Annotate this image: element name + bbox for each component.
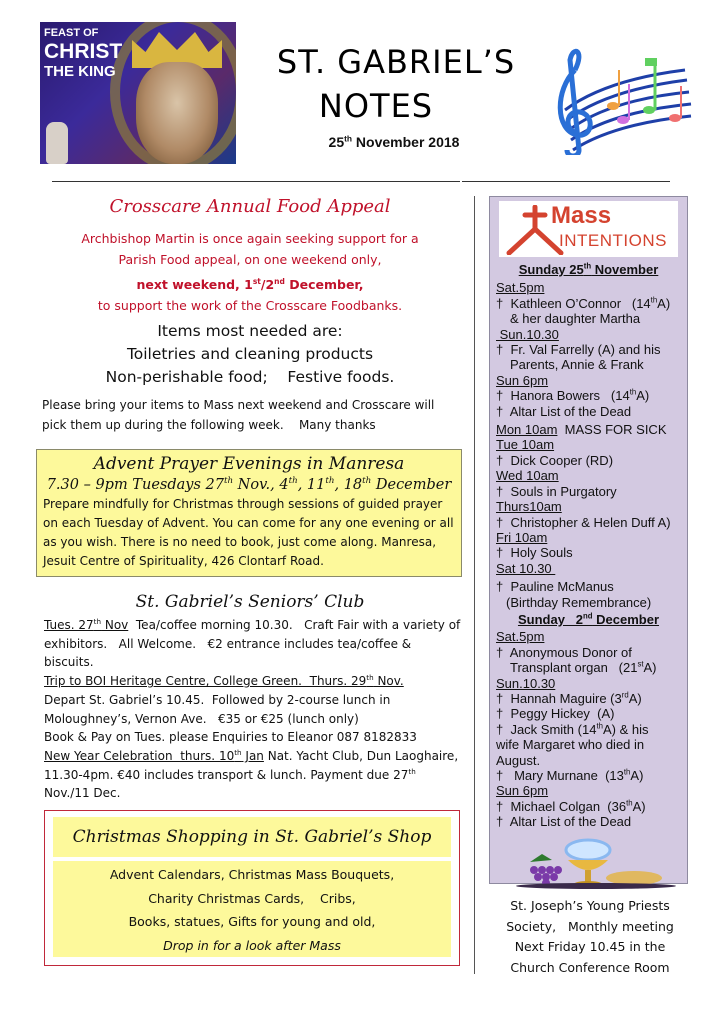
times-s1: th [223,476,234,487]
issue-date [276,134,512,150]
sunday2-sup: nd [583,611,593,621]
intention-michael [496,799,681,814]
tea-date-b: Nov [101,618,129,632]
header-divider-right [462,181,670,182]
time-tue-10am: Tue 10am [496,437,555,453]
times-s2: th [288,476,298,487]
jack-a: † Jack Smith (14 [496,721,597,737]
michael-a: † Michael Colgan (36 [496,798,627,814]
time-sun-1030: Sun.10.30 [496,326,559,342]
joseph-line-1: St. Joseph’s Young Priests [510,898,670,913]
column-divider [474,196,475,974]
items-line-2: Toiletries and cleaning products [126,345,374,363]
joseph-line-2: Society, Monthly meeting [506,918,674,934]
intention-jack-2: wife Margaret who died in August. [496,737,645,768]
date-day: 25 [328,134,345,150]
items-line-3: Non-perishable food; Festive foods. [105,368,395,386]
crosscare-heading: Crosscare Annual Food Appeal [109,196,391,217]
shop-heading: Christmas Shopping in St. Gabriel’s Shop [53,817,451,857]
intention-mary [496,768,681,783]
newyear-details-b: Nov./11 Dec. [44,786,121,801]
mass-intentions-logo [499,201,678,257]
trip-details: Depart St. Gabriel’s 10.45. Followed by 2-course lunch in Moloughney’s, Vernon Ave. €35 or €25 (lunch only) [44,692,395,726]
newyear-details-a: Nat. Yacht Club, Dun Laoghaire, 11.30-4pm. €40 includes transport & lunch. Payment due 27 [44,748,459,782]
hannah-b: A) [628,690,642,706]
date-rest: November 2018 [352,134,460,150]
christ-the-king-image [40,22,236,164]
title-line-1: ST. GABRIEL’S [276,43,516,81]
joseph-line-3: Next Friday 10.45 in the [514,939,666,954]
intention-pauline: † Pauline McManus [496,579,614,595]
shop-line-4: Drop in for a look after Mass [163,937,341,953]
sunday-25-heading [496,262,681,277]
please-line-2: pick them up during the following week. Many thanks [42,418,376,432]
time-mon-10am: Mon 10am [496,422,558,438]
intention-kathleen [496,296,681,311]
tea-date [44,618,128,632]
mary-b: A) [630,768,644,783]
crosscare-please [38,395,462,435]
intention-val-2: Parents, Annie & Frank [510,357,644,373]
newyear-details-sup: th [408,766,416,776]
tea-date-sup: th [93,617,102,626]
time-sun-6pm-2: Sun 6pm [496,783,549,799]
mary-sup: th [623,767,631,777]
tea-details: Tea/coffee morning 10.30. Craft Fair with a variety of exhibitors. All Welcome. €2 entrance includes tea/coffee & biscuits. [44,618,465,670]
dates-sup-2: nd [274,276,285,286]
crosscare-line-2: Parish Food appeal, on one weekend only, [118,252,382,267]
times-c: , 11 [297,477,326,493]
image-text-feast-of: FEAST OF [44,27,99,39]
title-line-2: NOTES [318,87,434,125]
trip-title-a: Trip to BOI Heritage Centre, College Green. Thurs. 29 [44,674,367,689]
image-text-christ: CHRIST [44,40,123,63]
time-thurs-10am: Thurs10am [496,499,562,515]
jack-b: A) & his [602,721,649,737]
advent-heading: Advent Prayer Evenings in Manresa [93,454,405,474]
intention-peggy: † Peggy Hickey (A) [496,706,615,722]
shop-line-2: Charity Christmas Cards, Cribs, [148,890,356,906]
time-fri-10am: Fri 10am [496,529,548,545]
image-text-the-king: THE KING [44,63,116,80]
time-sun-1030-2: Sun.10.30 [496,675,556,691]
advent-times [43,475,455,495]
intention-hanora [496,388,681,403]
joseph-line-4: Church Conference Room [510,959,670,975]
hanora-b: A) [636,388,650,404]
intention-val: † Fr. Val Farrelly (A) and his [496,342,661,358]
jack-sup: th [596,721,603,731]
times-s4: th [362,476,372,487]
time-sat-5pm: Sat.5pm [496,280,545,296]
time-wed-10am: Wed 10am [496,468,559,484]
trip-title-sup: th [366,673,374,683]
times-d: , 18 [334,477,363,493]
intention-anonymous-2 [496,660,681,675]
kathleen-a: † Kathleen O’Connor (14 [496,295,651,311]
time-sat-5pm-2: Sat.5pm [496,629,545,645]
crosscare-line-1: Archbishop Martin is once again seeking support for a [81,231,419,246]
anon-a: Transplant organ (21 [510,660,638,676]
mary-a: † Mary Murnane (13 [496,768,624,783]
newyear-title-b: Jan [241,748,264,763]
sunday-2-heading [496,612,681,627]
shop-body [53,861,451,957]
sunday1-a: Sunday 25 [518,262,584,277]
newyear-title-a: New Year Celebration thurs. 10 [44,748,235,763]
logo-mass-text: Mass [551,202,612,229]
please-line-1: Please bring your items to Mass next weekend and Crosscare will [42,398,435,412]
advent-body: Prepare mindfully for Christmas through sessions of guided prayer on each Tuesday of Advent. You can come for any one evening or all as you wish. There is no need to book, just come along. Manresa, Jesuit Centre of Spirituality, 426 Clontarf Road. [43,497,454,568]
times-e: December [371,477,452,493]
newyear-title-sup: th [234,747,242,757]
shop-line-3: Books, statues, Gifts for young and old, [128,914,376,929]
seniors-item-tea [44,616,465,672]
shop-line-1: Advent Calendars, Christmas Mass Bouquets, [109,867,395,882]
seniors-item-trip [44,672,462,728]
michael-sup: th [626,798,633,808]
intention-altar-1: † Altar List of the Dead [496,403,632,419]
hand-shape [46,122,68,164]
intention-souls: † Souls in Purgatory [496,483,617,499]
intention-hannah [496,691,681,706]
time-sun-6pm: Sun 6pm [496,372,549,388]
hanora-a: † Hanora Bowers (14 [496,388,630,404]
intention-altar-2: † Altar List of the Dead [496,814,632,830]
trip-title-b: Nov. [373,674,404,689]
trip-title [44,674,404,688]
intention-jack [496,722,681,737]
time-sat-1030: Sat 10.30 [496,560,556,576]
crosscare-dates [38,274,462,295]
music-notes-icon [545,40,693,155]
anon-b: A) [643,660,657,676]
dates-sup-1: st [252,276,261,286]
sunday1-b: November [591,262,659,277]
dates-part-a: next weekend, 1 [136,277,253,292]
header-divider-left [52,181,460,182]
intention-dick: † Dick Cooper (RD) [496,452,614,468]
seniors-item-newyear [44,747,462,803]
sunday2-b: December [592,611,660,627]
intention-kathleen-2: & her daughter Martha [510,311,641,327]
crosscare-line-4: to support the work of the Crosscare Foodbanks. [97,298,403,313]
intention-pauline-2: (Birthday Remembrance) [506,594,652,610]
dates-part-c: December, [284,277,364,292]
crosscare-body [38,228,462,316]
hannah-a: † Hannah Maguire (3 [496,690,622,706]
intention-christopher: † Christopher & Helen Duff A) [496,514,671,530]
intention-holy-souls: † Holy Souls [496,545,573,561]
advent-box [36,449,462,577]
seniors-booking: Book & Pay on Tues. please Enquiries to Eleanor 087 8182833 [44,730,417,745]
face-shape [136,62,218,164]
page-title [246,40,546,128]
items-line-1: Items most needed are: [157,322,343,340]
intention-anonymous: † Anonymous Donor of [496,644,632,660]
logo-intentions-text: INTENTIONS [559,231,667,250]
sunday1-sup: th [583,261,592,271]
eucharist-chalice-icon [496,836,681,894]
mass-intentions-panel [489,196,688,884]
mass-for-sick [496,422,681,437]
anon-sup: st [637,659,644,669]
shop-box [44,810,460,966]
hanora-sup: th [629,387,637,397]
sunday2-a: Sunday 2 [517,611,583,627]
times-b: Nov., 4 [233,477,289,493]
michael-b: A) [632,798,646,814]
newyear-title [44,749,264,763]
hannah-sup: rd [621,690,629,700]
dates-part-b: /2 [260,277,275,292]
seniors-body [38,616,465,803]
tea-date-a: Tues. 27 [44,618,94,632]
seniors-heading: St. Gabriel’s Seniors’ Club [135,592,365,612]
times-s3: th [325,476,335,487]
date-sup: th [344,133,353,144]
mass-for-sick-label: MASS FOR SICK [557,422,667,438]
kathleen-sup: th [650,295,658,305]
items-needed [38,320,462,389]
young-priests-notice [490,896,690,978]
times-a: 7.30 – 9pm Tuesdays 27 [46,477,224,493]
kathleen-b: A) [657,295,671,311]
